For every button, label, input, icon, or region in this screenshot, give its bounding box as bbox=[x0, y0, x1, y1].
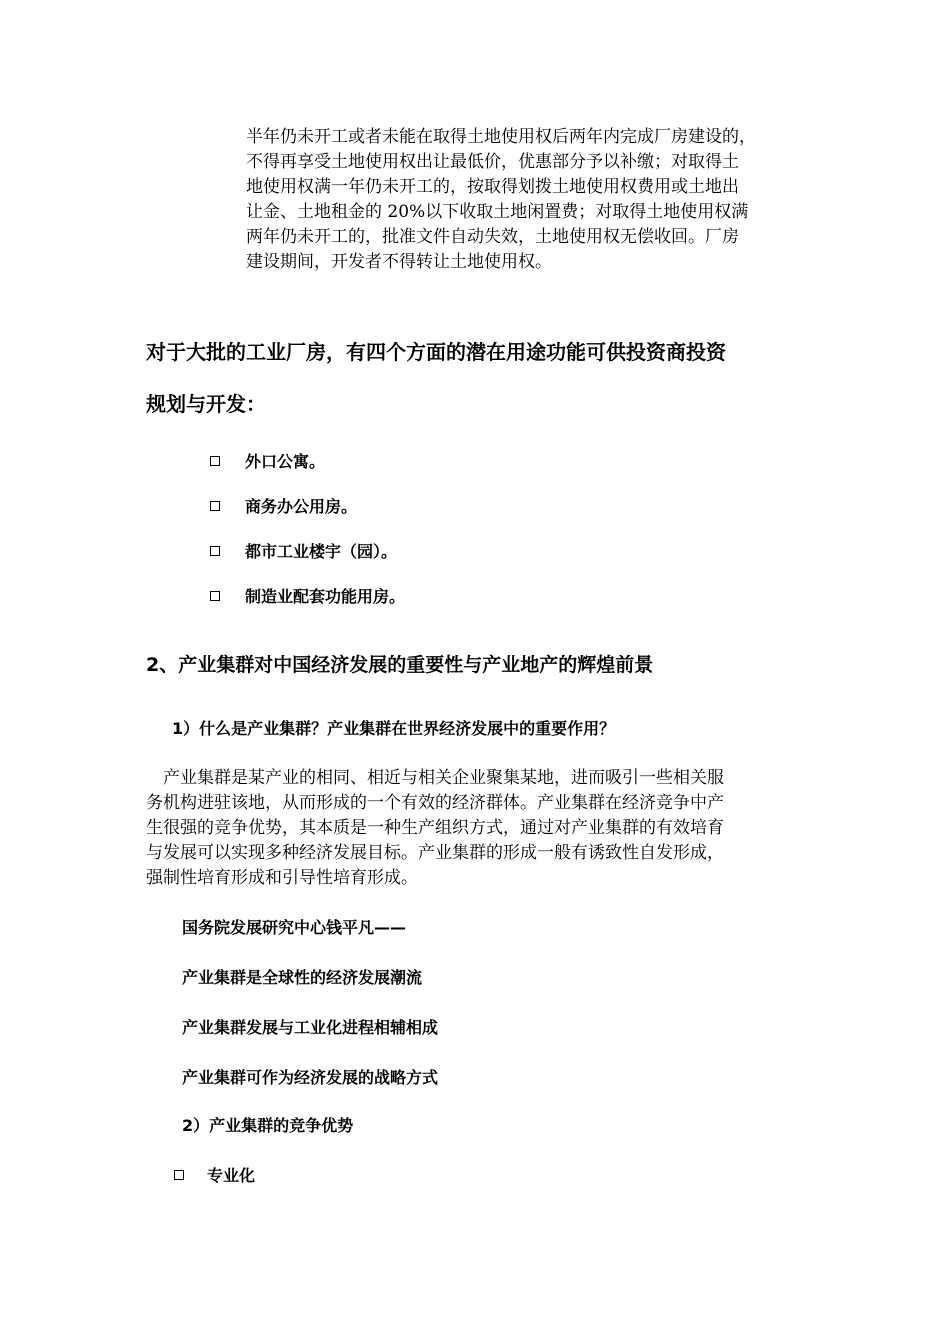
list-item bbox=[210, 528, 405, 573]
paragraph-line: 建设期间，开发者不得转让土地使用权。 bbox=[246, 252, 552, 272]
paragraph-line: 务机构进驻该地，从而形成的一个有效的经济群体。产业集群在经济竞争中产 bbox=[146, 793, 724, 813]
list-item-label: 外口公寓。 bbox=[245, 452, 326, 471]
list-item bbox=[210, 573, 405, 618]
heading-line: 对于大批的工业厂房，有四个方面的潜在用途功能可供投资商投资 bbox=[146, 340, 726, 364]
paragraph-line: 让金、土地租金的 20%以下收取土地闲置费；对取得土地使用权满 bbox=[246, 202, 749, 222]
subsection-title-1: 1）什么是产业集群？产业集群在世界经济发展中的重要作用？ bbox=[172, 719, 616, 738]
square-bullet-icon bbox=[210, 591, 220, 601]
uses-list bbox=[210, 438, 405, 618]
list-item-label: 制造业配套功能用房。 bbox=[245, 587, 406, 606]
quote-source: 国务院发展研究中心钱平凡—— bbox=[182, 918, 407, 937]
section-title: 2、产业集群对中国经济发展的重要性与产业地产的辉煌前景 bbox=[146, 654, 654, 676]
paragraph-line: 产业集群是某产业的相同、相近与相关企业聚集某地，进而吸引一些相关服 bbox=[146, 768, 724, 788]
paragraph-line: 两年仍未开工的，批准文件自动失效，土地使用权无偿收回。厂房 bbox=[246, 227, 739, 247]
list-item bbox=[174, 1163, 255, 1186]
list-item-label: 商务办公用房。 bbox=[245, 497, 358, 516]
list-item-label: 都市工业楼宇（园）。 bbox=[245, 542, 398, 561]
list-item bbox=[210, 438, 405, 483]
subsection-title-2: 2）产业集群的竞争优势 bbox=[182, 1116, 354, 1135]
paragraph-line: 半年仍未开工或者未能在取得土地使用权后两年内完成厂房建设的， bbox=[246, 127, 756, 147]
quote-point: 产业集群是全球性的经济发展潮流 bbox=[182, 968, 423, 987]
square-bullet-icon bbox=[210, 456, 220, 466]
square-bullet-icon bbox=[174, 1170, 184, 1180]
quote-point: 产业集群可作为经济发展的战略方式 bbox=[182, 1068, 439, 1087]
land-use-paragraph bbox=[246, 125, 821, 275]
square-bullet-icon bbox=[210, 501, 220, 511]
heading-line: 规划与开发： bbox=[146, 392, 266, 416]
uses-heading bbox=[146, 326, 846, 430]
paragraph-line: 强制性培育形成和引导性培育形成。 bbox=[146, 868, 418, 888]
paragraph-line: 与发展可以实现多种经济发展目标。产业集群的形成一般有诱致性自发形成， bbox=[146, 843, 724, 863]
square-bullet-icon bbox=[210, 546, 220, 556]
paragraph-line: 地使用权满一年仍未开工的，按取得划拨土地使用权费用或土地出 bbox=[246, 177, 739, 197]
list-item bbox=[210, 483, 405, 528]
paragraph-line: 不得再享受土地使用权出让最低价，优惠部分予以补缴；对取得土 bbox=[246, 152, 739, 172]
quote-point: 产业集群发展与工业化进程相辅相成 bbox=[182, 1018, 439, 1037]
cluster-definition-paragraph bbox=[146, 766, 816, 891]
list-item-label: 专业化 bbox=[207, 1166, 256, 1185]
paragraph-line: 生很强的竞争优势，其本质是一种生产组织方式，通过对产业集群的有效培育 bbox=[146, 818, 724, 838]
